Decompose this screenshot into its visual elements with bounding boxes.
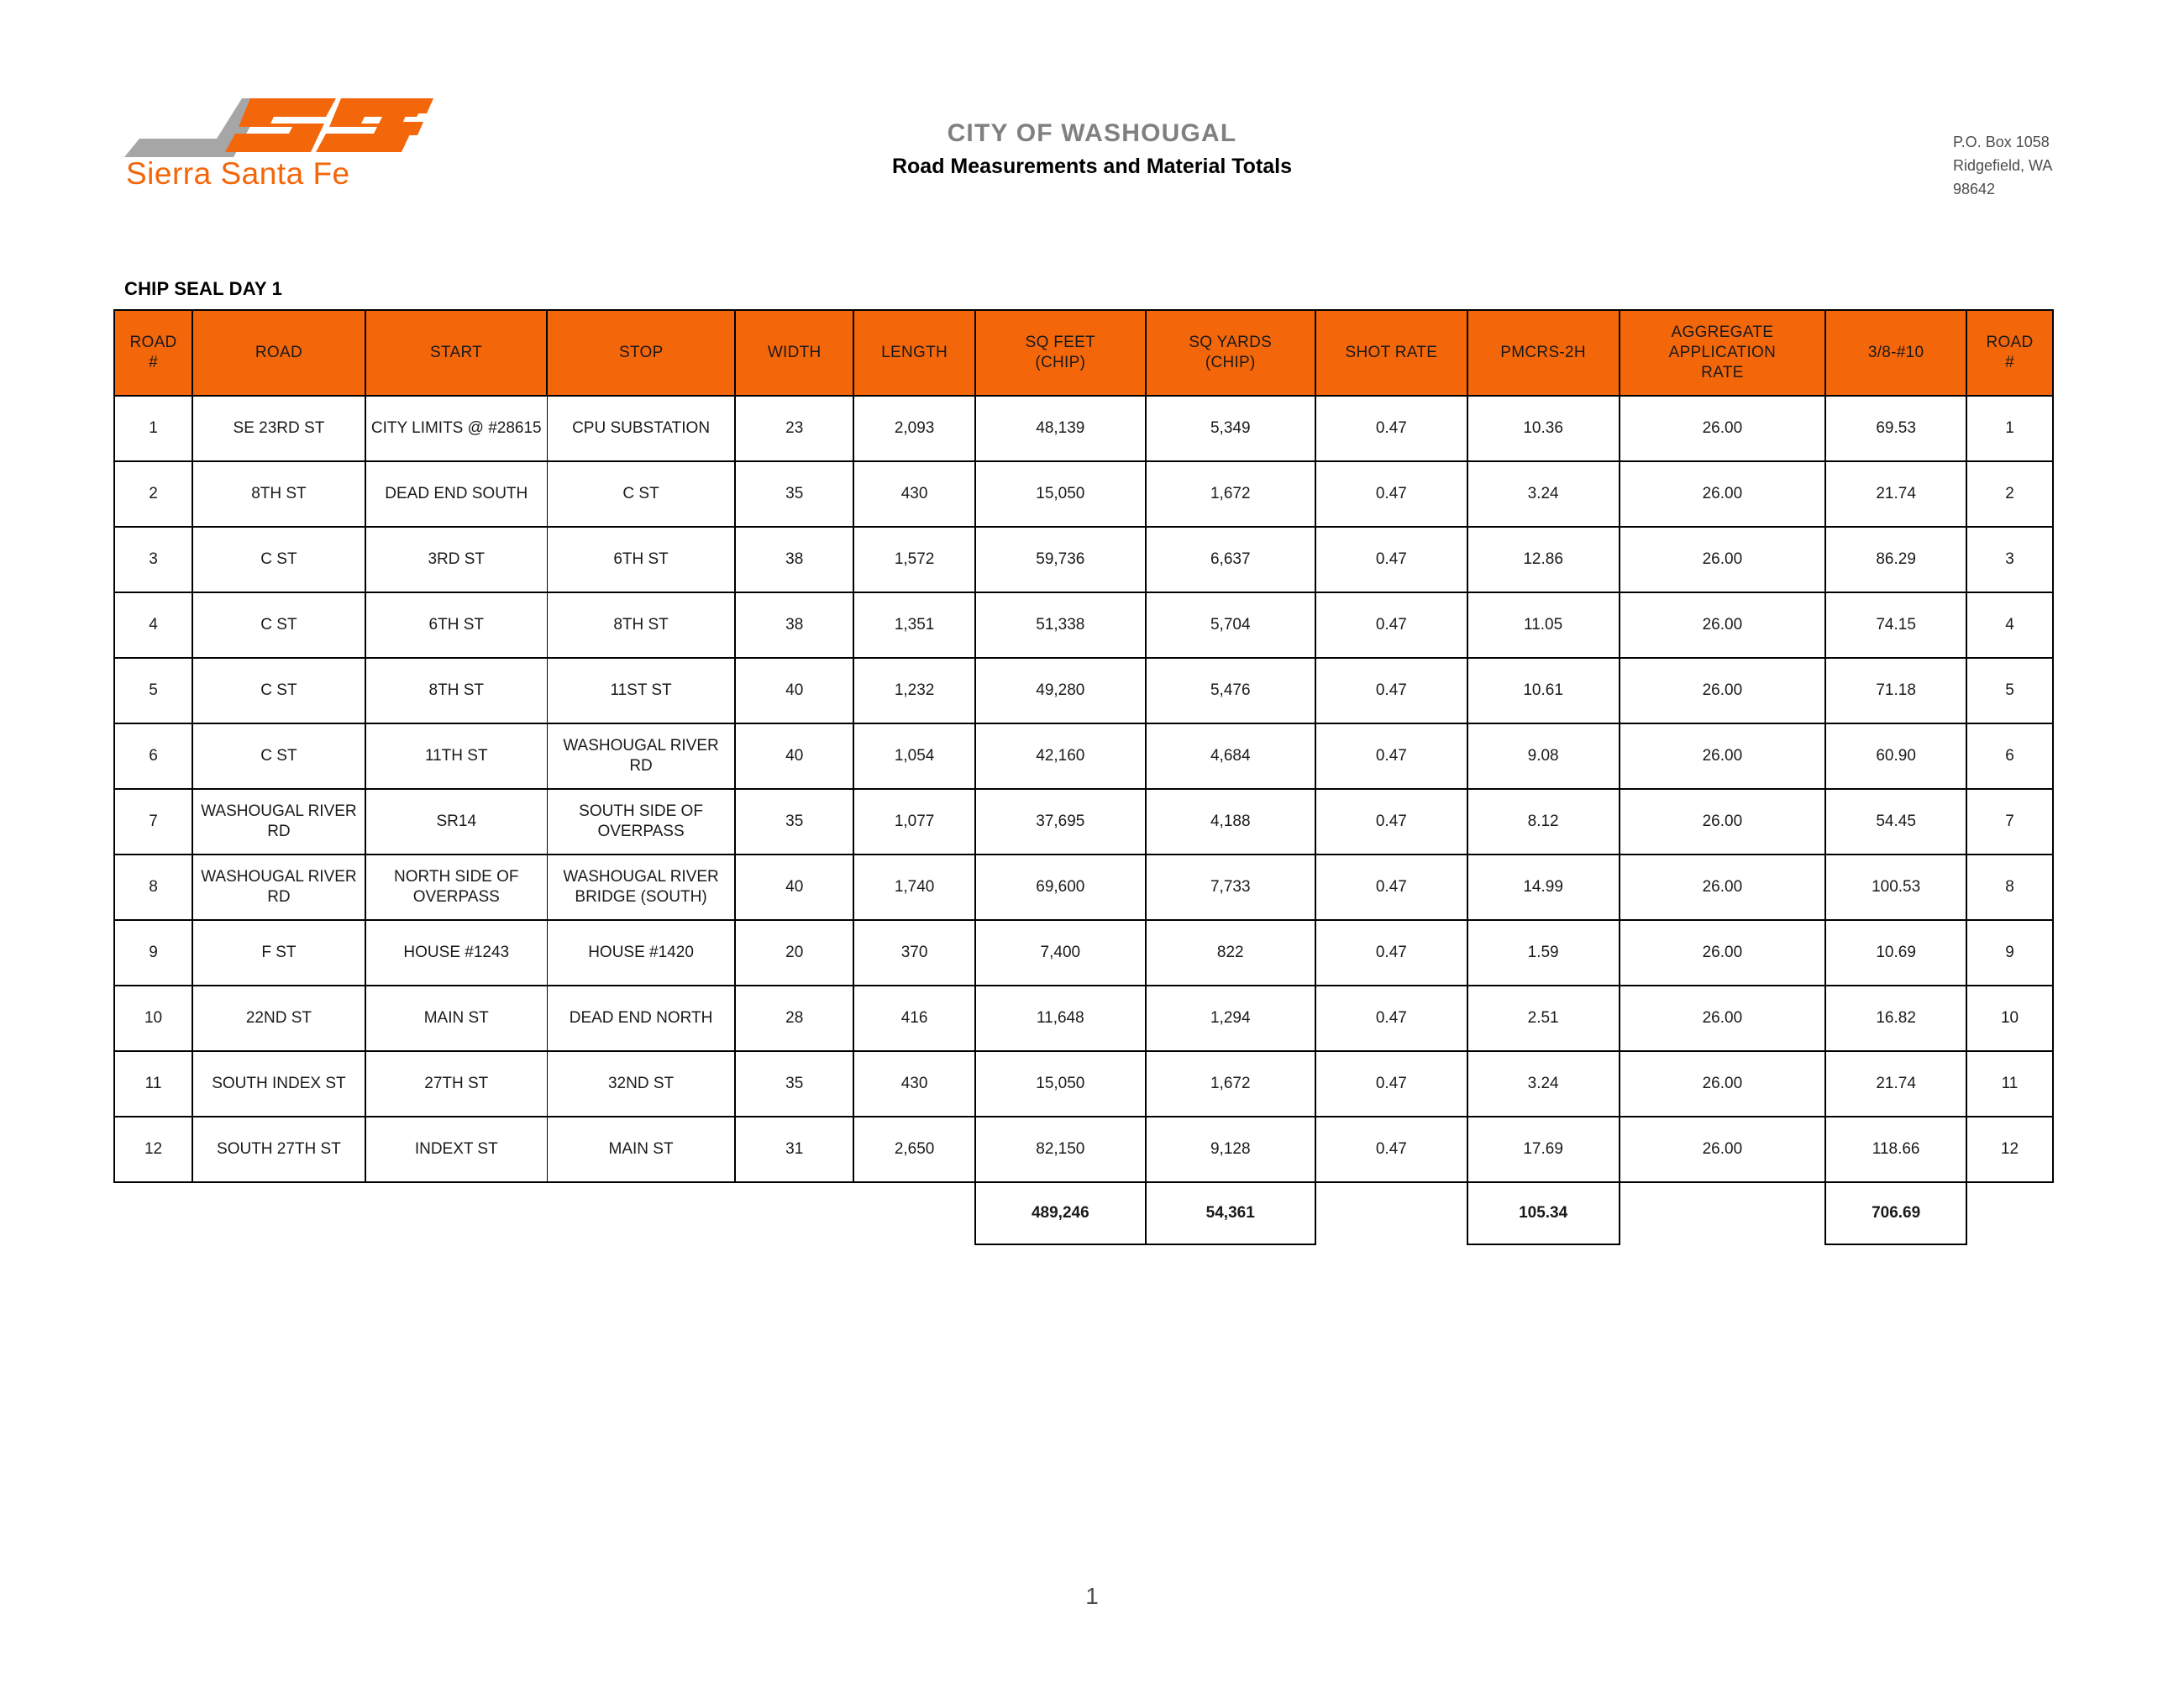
- cell-chip: 100.53: [1825, 855, 1966, 920]
- cell-aggregate-rate: 26.00: [1620, 396, 1826, 461]
- header-line-1: ROAD: [129, 333, 177, 351]
- cell-pmcrs: 10.36: [1467, 396, 1620, 461]
- cell-sq-yards: 4,684: [1146, 723, 1315, 789]
- cell-sq-yards: 6,637: [1146, 527, 1315, 592]
- cell-stop: 6TH ST: [547, 527, 735, 592]
- table-totals-row: [114, 1182, 2053, 1244]
- cell-chip: 21.74: [1825, 1051, 1966, 1117]
- cell-sq-yards: 1,672: [1146, 461, 1315, 527]
- cell-chip: 16.82: [1825, 986, 1966, 1051]
- address-line-2: Ridgefield, WA: [1953, 156, 2053, 174]
- cell-aggregate-rate: 26.00: [1620, 461, 1826, 527]
- cell-road-num: 9: [114, 920, 192, 986]
- cell-pmcrs: 10.61: [1467, 658, 1620, 723]
- header-line-1: ROAD: [1986, 333, 2034, 351]
- cell-road-num: 7: [114, 789, 192, 855]
- table-body: [114, 396, 2053, 1244]
- cell-pmcrs: 3.24: [1467, 1051, 1620, 1117]
- cell-stop: HOUSE #1420: [547, 920, 735, 986]
- cell-start: MAIN ST: [365, 986, 548, 1051]
- column-header-width: [735, 310, 853, 396]
- cell-sq-yards: 5,349: [1146, 396, 1315, 461]
- cell-shot-rate: 0.47: [1315, 789, 1467, 855]
- cell-road-num: 12: [114, 1117, 192, 1182]
- cell-pmcrs: 3.24: [1467, 461, 1620, 527]
- cell-shot-rate: 0.47: [1315, 592, 1467, 658]
- cell-start: INDEXT ST: [365, 1117, 548, 1182]
- cell-sq-feet: 82,150: [975, 1117, 1145, 1182]
- table-row: [114, 396, 2053, 461]
- cell-sq-yards: 1,294: [1146, 986, 1315, 1051]
- cell-sq-yards: 7,733: [1146, 855, 1315, 920]
- cell-sq-feet: 7,400: [975, 920, 1145, 986]
- cell-width: 38: [735, 592, 853, 658]
- column-header-stop: [547, 310, 735, 396]
- page-title: CITY OF WASHOUGAL: [947, 119, 1237, 147]
- column-header-road-num: [114, 310, 192, 396]
- cell-start: DEAD END SOUTH: [365, 461, 548, 527]
- company-logo: [124, 80, 435, 189]
- cell-shot-rate: 0.47: [1315, 855, 1467, 920]
- cell-road: C ST: [192, 592, 365, 658]
- cell-aggregate-rate: 26.00: [1620, 789, 1826, 855]
- cell-stop: DEAD END NORTH: [547, 986, 735, 1051]
- cell-width: 23: [735, 396, 853, 461]
- cell-road-num: 11: [114, 1051, 192, 1117]
- cell-shot-rate: 0.47: [1315, 920, 1467, 986]
- column-header-start: [365, 310, 548, 396]
- cell-shot-rate: 0.47: [1315, 723, 1467, 789]
- cell-width: 28: [735, 986, 853, 1051]
- cell-road-num-right: 2: [1966, 461, 2053, 527]
- cell-chip: 54.45: [1825, 789, 1966, 855]
- cell-start: 27TH ST: [365, 1051, 548, 1117]
- totals-spacer: [365, 1182, 548, 1244]
- cell-shot-rate: 0.47: [1315, 527, 1467, 592]
- cell-shot-rate: 0.47: [1315, 1051, 1467, 1117]
- cell-aggregate-rate: 26.00: [1620, 1051, 1826, 1117]
- cell-pmcrs: 14.99: [1467, 855, 1620, 920]
- cell-width: 35: [735, 789, 853, 855]
- cell-sq-yards: 1,672: [1146, 1051, 1315, 1117]
- column-header-sq-feet: [975, 310, 1145, 396]
- header-line-1: ROAD: [255, 343, 302, 361]
- cell-road: 8TH ST: [192, 461, 365, 527]
- cell-length: 1,232: [853, 658, 975, 723]
- header-line-1: WIDTH: [767, 343, 822, 361]
- cell-width: 40: [735, 855, 853, 920]
- cell-sq-feet: 37,695: [975, 789, 1145, 855]
- cell-road-num-right: 11: [1966, 1051, 2053, 1117]
- column-header-chip-size: [1825, 310, 1966, 396]
- cell-aggregate-rate: 26.00: [1620, 986, 1826, 1051]
- cell-road-num-right: 6: [1966, 723, 2053, 789]
- cell-road-num: 4: [114, 592, 192, 658]
- cell-pmcrs: 2.51: [1467, 986, 1620, 1051]
- cell-length: 1,740: [853, 855, 975, 920]
- cell-sq-feet: 48,139: [975, 396, 1145, 461]
- totals-spacer: [735, 1182, 853, 1244]
- cell-road: C ST: [192, 723, 365, 789]
- cell-road-num: 3: [114, 527, 192, 592]
- header-line-1: 3/8-#10: [1867, 343, 1924, 361]
- cell-stop: 11ST ST: [547, 658, 735, 723]
- totals-spacer: [1966, 1182, 2053, 1244]
- cell-sq-feet: 59,736: [975, 527, 1145, 592]
- cell-sq-yards: 822: [1146, 920, 1315, 986]
- header-line-2: APPLICATION: [1668, 343, 1777, 361]
- table-row: [114, 723, 2053, 789]
- totals-chip: 706.69: [1825, 1182, 1966, 1244]
- column-header-road-num-right: [1966, 310, 2053, 396]
- table-header-row: [114, 310, 2053, 396]
- cell-shot-rate: 0.47: [1315, 658, 1467, 723]
- page-subtitle: Road Measurements and Material Totals: [891, 154, 1293, 178]
- table-row: [114, 855, 2053, 920]
- column-header-sq-yards: [1146, 310, 1315, 396]
- cell-road-num-right: 9: [1966, 920, 2053, 986]
- header-line-1: LENGTH: [881, 343, 948, 361]
- cell-pmcrs: 8.12: [1467, 789, 1620, 855]
- document-title-block: [756, 118, 1428, 181]
- cell-aggregate-rate: 26.00: [1620, 592, 1826, 658]
- cell-road-num-right: 12: [1966, 1117, 2053, 1182]
- table-row: [114, 986, 2053, 1051]
- header-line-1: START: [430, 343, 483, 361]
- cell-sq-feet: 11,648: [975, 986, 1145, 1051]
- totals-aggregate-rate: [1620, 1182, 1826, 1244]
- cell-shot-rate: 0.47: [1315, 1117, 1467, 1182]
- header-line-1: SQ YARDS: [1189, 333, 1273, 351]
- table-row: [114, 527, 2053, 592]
- cell-pmcrs: 9.08: [1467, 723, 1620, 789]
- cell-chip: 10.69: [1825, 920, 1966, 986]
- cell-road: WASHOUGAL RIVER RD: [192, 855, 365, 920]
- cell-aggregate-rate: 26.00: [1620, 658, 1826, 723]
- cell-sq-feet: 49,280: [975, 658, 1145, 723]
- section-label: CHIP SEAL DAY 1: [124, 278, 283, 299]
- cell-road-num-right: 1: [1966, 396, 2053, 461]
- cell-length: 370: [853, 920, 975, 986]
- header-line-1: AGGREGATE: [1671, 323, 1774, 341]
- cell-width: 20: [735, 920, 853, 986]
- cell-stop: CPU SUBSTATION: [547, 396, 735, 461]
- header-line-1: STOP: [619, 343, 664, 361]
- table-row: [114, 658, 2053, 723]
- cell-length: 1,351: [853, 592, 975, 658]
- cell-width: 40: [735, 723, 853, 789]
- cell-width: 31: [735, 1117, 853, 1182]
- cell-length: 1,054: [853, 723, 975, 789]
- cell-start: 3RD ST: [365, 527, 548, 592]
- totals-spacer: [114, 1182, 192, 1244]
- cell-length: 430: [853, 461, 975, 527]
- table-row: [114, 592, 2053, 658]
- header-line-3: RATE: [1701, 364, 1744, 382]
- column-header-aggregate-application-rate: [1620, 310, 1826, 396]
- cell-start: HOUSE #1243: [365, 920, 548, 986]
- cell-chip: 69.53: [1825, 396, 1966, 461]
- cell-pmcrs: 11.05: [1467, 592, 1620, 658]
- cell-chip: 86.29: [1825, 527, 1966, 592]
- cell-road: C ST: [192, 658, 365, 723]
- cell-length: 416: [853, 986, 975, 1051]
- column-header-length: [853, 310, 975, 396]
- totals-shot-rate: [1315, 1182, 1467, 1244]
- cell-aggregate-rate: 26.00: [1620, 855, 1826, 920]
- totals-pmcrs: 105.34: [1467, 1182, 1620, 1244]
- cell-aggregate-rate: 26.00: [1620, 723, 1826, 789]
- cell-chip: 71.18: [1825, 658, 1966, 723]
- cell-road: C ST: [192, 527, 365, 592]
- cell-road-num-right: 5: [1966, 658, 2053, 723]
- cell-shot-rate: 0.47: [1315, 461, 1467, 527]
- cell-road: 22ND ST: [192, 986, 365, 1051]
- cell-stop: 32ND ST: [547, 1051, 735, 1117]
- cell-road: SOUTH 27TH ST: [192, 1117, 365, 1182]
- cell-stop: SOUTH SIDE OF OVERPASS: [547, 789, 735, 855]
- cell-shot-rate: 0.47: [1315, 986, 1467, 1051]
- cell-aggregate-rate: 26.00: [1620, 527, 1826, 592]
- cell-road-num: 5: [114, 658, 192, 723]
- column-header-pmcrs-2h: [1467, 310, 1620, 396]
- cell-road: SOUTH INDEX ST: [192, 1051, 365, 1117]
- cell-sq-feet: 69,600: [975, 855, 1145, 920]
- cell-length: 1,572: [853, 527, 975, 592]
- cell-sq-yards: 5,704: [1146, 592, 1315, 658]
- svg-text:Sierra Santa Fe: Sierra Santa Fe: [126, 156, 350, 189]
- address-line-1: P.O. Box 1058: [1953, 134, 2050, 150]
- cell-sq-yards: 9,128: [1146, 1117, 1315, 1182]
- cell-stop: WASHOUGAL RIVER BRIDGE (SOUTH): [547, 855, 735, 920]
- cell-start: NORTH SIDE OF OVERPASS: [365, 855, 548, 920]
- header-line-2: #: [149, 354, 158, 371]
- cell-width: 35: [735, 1051, 853, 1117]
- cell-start: SR14: [365, 789, 548, 855]
- cell-stop: WASHOUGAL RIVER RD: [547, 723, 735, 789]
- cell-length: 2,093: [853, 396, 975, 461]
- cell-road-num: 8: [114, 855, 192, 920]
- table-row: [114, 789, 2053, 855]
- totals-spacer: [547, 1182, 735, 1244]
- cell-length: 1,077: [853, 789, 975, 855]
- page-number: 1: [1085, 1583, 1099, 1609]
- cell-aggregate-rate: 26.00: [1620, 920, 1826, 986]
- header-line-2: #: [2005, 354, 2014, 371]
- page-header: [0, 0, 2184, 252]
- ssf-logo-icon: [124, 80, 435, 189]
- totals-spacer: [192, 1182, 365, 1244]
- cell-start: CITY LIMITS @ #28615: [365, 396, 548, 461]
- column-header-shot-rate: [1315, 310, 1467, 396]
- cell-length: 430: [853, 1051, 975, 1117]
- header-line-2: (CHIP): [1035, 354, 1086, 371]
- cell-stop: 8TH ST: [547, 592, 735, 658]
- cell-road: F ST: [192, 920, 365, 986]
- cell-road-num: 10: [114, 986, 192, 1051]
- table-row: [114, 1051, 2053, 1117]
- cell-chip: 118.66: [1825, 1117, 1966, 1182]
- cell-start: 6TH ST: [365, 592, 548, 658]
- table-row: [114, 1117, 2053, 1182]
- cell-road-num-right: 3: [1966, 527, 2053, 592]
- header-line-1: PMCRS-2H: [1500, 343, 1586, 361]
- cell-width: 38: [735, 527, 853, 592]
- cell-sq-feet: 51,338: [975, 592, 1145, 658]
- cell-sq-yards: 5,476: [1146, 658, 1315, 723]
- cell-aggregate-rate: 26.00: [1620, 1117, 1826, 1182]
- cell-road: WASHOUGAL RIVER RD: [192, 789, 365, 855]
- cell-road-num-right: 7: [1966, 789, 2053, 855]
- totals-sq-yards: 54,361: [1146, 1182, 1315, 1244]
- cell-shot-rate: 0.47: [1315, 396, 1467, 461]
- cell-road-num: 1: [114, 396, 192, 461]
- table-row: [114, 920, 2053, 986]
- road-measurements-table: [113, 309, 2054, 1245]
- cell-chip: 21.74: [1825, 461, 1966, 527]
- cell-road-num: 2: [114, 461, 192, 527]
- cell-stop: MAIN ST: [547, 1117, 735, 1182]
- cell-road: SE 23RD ST: [192, 396, 365, 461]
- cell-pmcrs: 1.59: [1467, 920, 1620, 986]
- cell-road-num: 6: [114, 723, 192, 789]
- road-measurements-table-container: [113, 309, 2054, 1245]
- cell-sq-yards: 4,188: [1146, 789, 1315, 855]
- cell-chip: 60.90: [1825, 723, 1966, 789]
- cell-start: 11TH ST: [365, 723, 548, 789]
- column-header-road: [192, 310, 365, 396]
- header-line-1: SHOT RATE: [1345, 343, 1438, 361]
- company-address: [1953, 131, 2052, 202]
- cell-stop: C ST: [547, 461, 735, 527]
- cell-sq-feet: 42,160: [975, 723, 1145, 789]
- cell-width: 40: [735, 658, 853, 723]
- cell-width: 35: [735, 461, 853, 527]
- cell-road-num-right: 8: [1966, 855, 2053, 920]
- table-row: [114, 461, 2053, 527]
- cell-sq-feet: 15,050: [975, 1051, 1145, 1117]
- cell-pmcrs: 12.86: [1467, 527, 1620, 592]
- totals-spacer: [853, 1182, 975, 1244]
- header-line-2: (CHIP): [1205, 354, 1256, 371]
- address-line-3: 98642: [1953, 180, 1996, 197]
- totals-sq-feet: 489,246: [975, 1182, 1145, 1244]
- cell-road-num-right: 10: [1966, 986, 2053, 1051]
- cell-pmcrs: 17.69: [1467, 1117, 1620, 1182]
- cell-chip: 74.15: [1825, 592, 1966, 658]
- cell-sq-feet: 15,050: [975, 461, 1145, 527]
- cell-road-num-right: 4: [1966, 592, 2053, 658]
- cell-length: 2,650: [853, 1117, 975, 1182]
- cell-start: 8TH ST: [365, 658, 548, 723]
- header-line-1: SQ FEET: [1025, 333, 1096, 351]
